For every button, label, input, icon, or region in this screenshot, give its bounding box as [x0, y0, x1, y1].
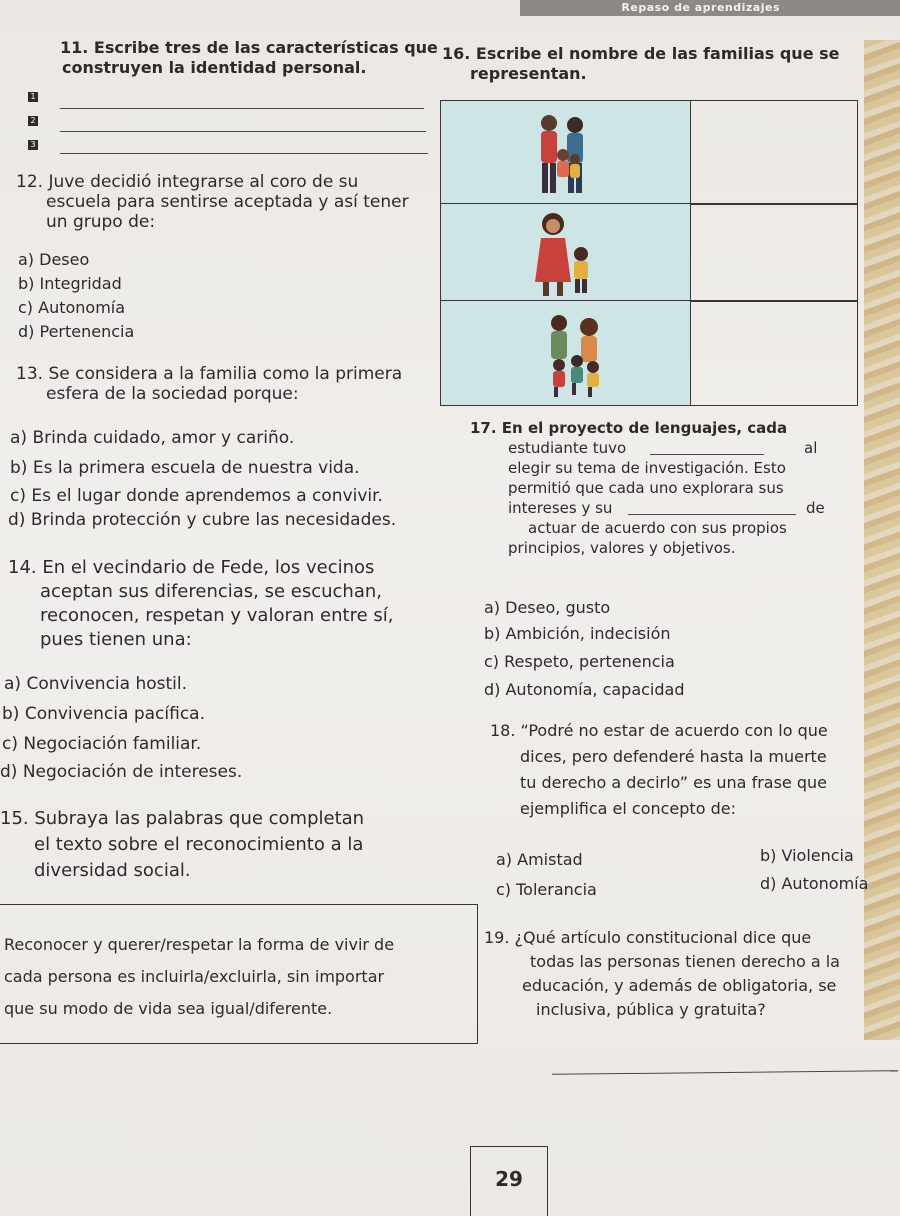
family-image-3 — [441, 301, 691, 405]
q14-option-a[interactable]: a) Convivencia hostil. — [4, 674, 188, 694]
q18-text: 18. “Podré no estar de acuerdo con lo que dices, pero defenderé hasta la muerte tu derecho a decirlo” es una frase que ejemplifica el concepto de: — [490, 721, 828, 818]
q11-marker-2: 2 — [28, 116, 38, 126]
family-table — [440, 100, 858, 406]
q14-option-b[interactable]: b) Convivencia pacífica. — [2, 704, 205, 724]
q14-option-c[interactable]: c) Negociación familiar. — [2, 734, 202, 754]
q15-text-line-3[interactable]: que su modo de vida sea igual/diferente. — [4, 999, 333, 1018]
q11-answer-line-3[interactable] — [60, 153, 428, 154]
q17-text: 17. En el proyecto de lenguajes, cada estudiante tuvo al elegir su tema de investigación. Esto permitió que cada uno explorara sus intereses y su de actuar de acuerdo con sus propios principios, valores y objetivos. — [470, 419, 825, 557]
section-header: Repaso de aprendizajes — [520, 0, 900, 16]
q17-blank-1[interactable] — [650, 454, 764, 455]
q12-option-c[interactable]: c) Autonomía — [18, 298, 126, 317]
q15-text-box — [0, 904, 478, 1044]
q13-option-a[interactable]: a) Brinda cuidado, amor y cariño. — [10, 428, 295, 448]
q12-title: 12. Juve decidió integrarse al coro de su escuela para sentirse aceptada y así tener un grupo de: — [16, 172, 409, 232]
q17-blank-2[interactable] — [628, 514, 796, 515]
q11-title: 11. Escribe tres de las características que construyen la identidad personal. — [60, 38, 438, 77]
q17-line-2: estudiante tuvo al — [508, 439, 818, 457]
q13-option-b[interactable]: b) Es la primera escuela de nuestra vida. — [10, 458, 360, 478]
q17-line-5: intereses y su de — [508, 499, 825, 517]
q15-text-line-2[interactable]: cada persona es incluirla/excluirla, sin importar — [4, 967, 385, 986]
family-illustration-1 — [441, 101, 691, 203]
q17-option-b[interactable]: b) Ambición, indecisión — [484, 624, 671, 643]
q18-option-d[interactable]: d) Autonomía — [760, 874, 869, 893]
family-image-2 — [441, 204, 691, 300]
q17-option-c[interactable]: c) Respeto, pertenencia — [484, 652, 675, 671]
q14-option-d[interactable]: d) Negociación de intereses. — [0, 762, 243, 782]
q18-option-a[interactable]: a) Amistad — [496, 850, 583, 869]
q15-text-line-1[interactable]: Reconocer y querer/respetar la forma de vivir de — [4, 935, 395, 954]
q17-option-a[interactable]: a) Deseo, gusto — [484, 598, 611, 617]
q18-option-b[interactable]: b) Violencia — [760, 846, 854, 865]
q13-title: 13. Se considera a la familia como la primera esfera de la sociedad porque: — [16, 364, 403, 404]
family-image-1 — [441, 101, 691, 203]
q19-answer-line[interactable] — [552, 1070, 898, 1075]
decorative-edge — [864, 40, 900, 1040]
q17-option-d[interactable]: d) Autonomía, capacidad — [484, 680, 685, 699]
q11-marker-1: 1 — [28, 92, 38, 102]
q19-text: 19. ¿Qué artículo constitucional dice que todas las personas tienen derecho a la educación, y además de obligatoria, se inclusiva, pública y gratuita? — [484, 928, 840, 1019]
q11-marker-3: 3 — [28, 140, 38, 150]
q11-answer-line-2[interactable] — [60, 131, 426, 132]
q16-title: 16. Escribe el nombre de las familias que se representan. — [442, 44, 840, 83]
q15-title: 15. Subraya las palabras que completan el texto sobre el reconocimiento a la diversidad social. — [0, 808, 365, 881]
q18-option-c[interactable]: c) Tolerancia — [496, 880, 597, 899]
q12-option-d[interactable]: d) Pertenencia — [18, 322, 135, 341]
family-illustration-2 — [441, 204, 691, 300]
q11-answer-line-1[interactable] — [60, 108, 424, 109]
family-illustration-3 — [441, 301, 691, 405]
page-number: 29 — [470, 1146, 548, 1216]
q14-title: 14. En el vecindario de Fede, los vecinos aceptan sus diferencias, se escuchan, reconocen, respetan y valoran entre sí, pues tienen una: — [8, 557, 394, 650]
q13-option-c[interactable]: c) Es el lugar donde aprendemos a convivir. — [10, 486, 383, 506]
q13-option-d[interactable]: d) Brinda protección y cubre las necesidades. — [8, 510, 397, 530]
q12-option-a[interactable]: a) Deseo — [18, 250, 90, 269]
q12-option-b[interactable]: b) Integridad — [18, 274, 122, 293]
